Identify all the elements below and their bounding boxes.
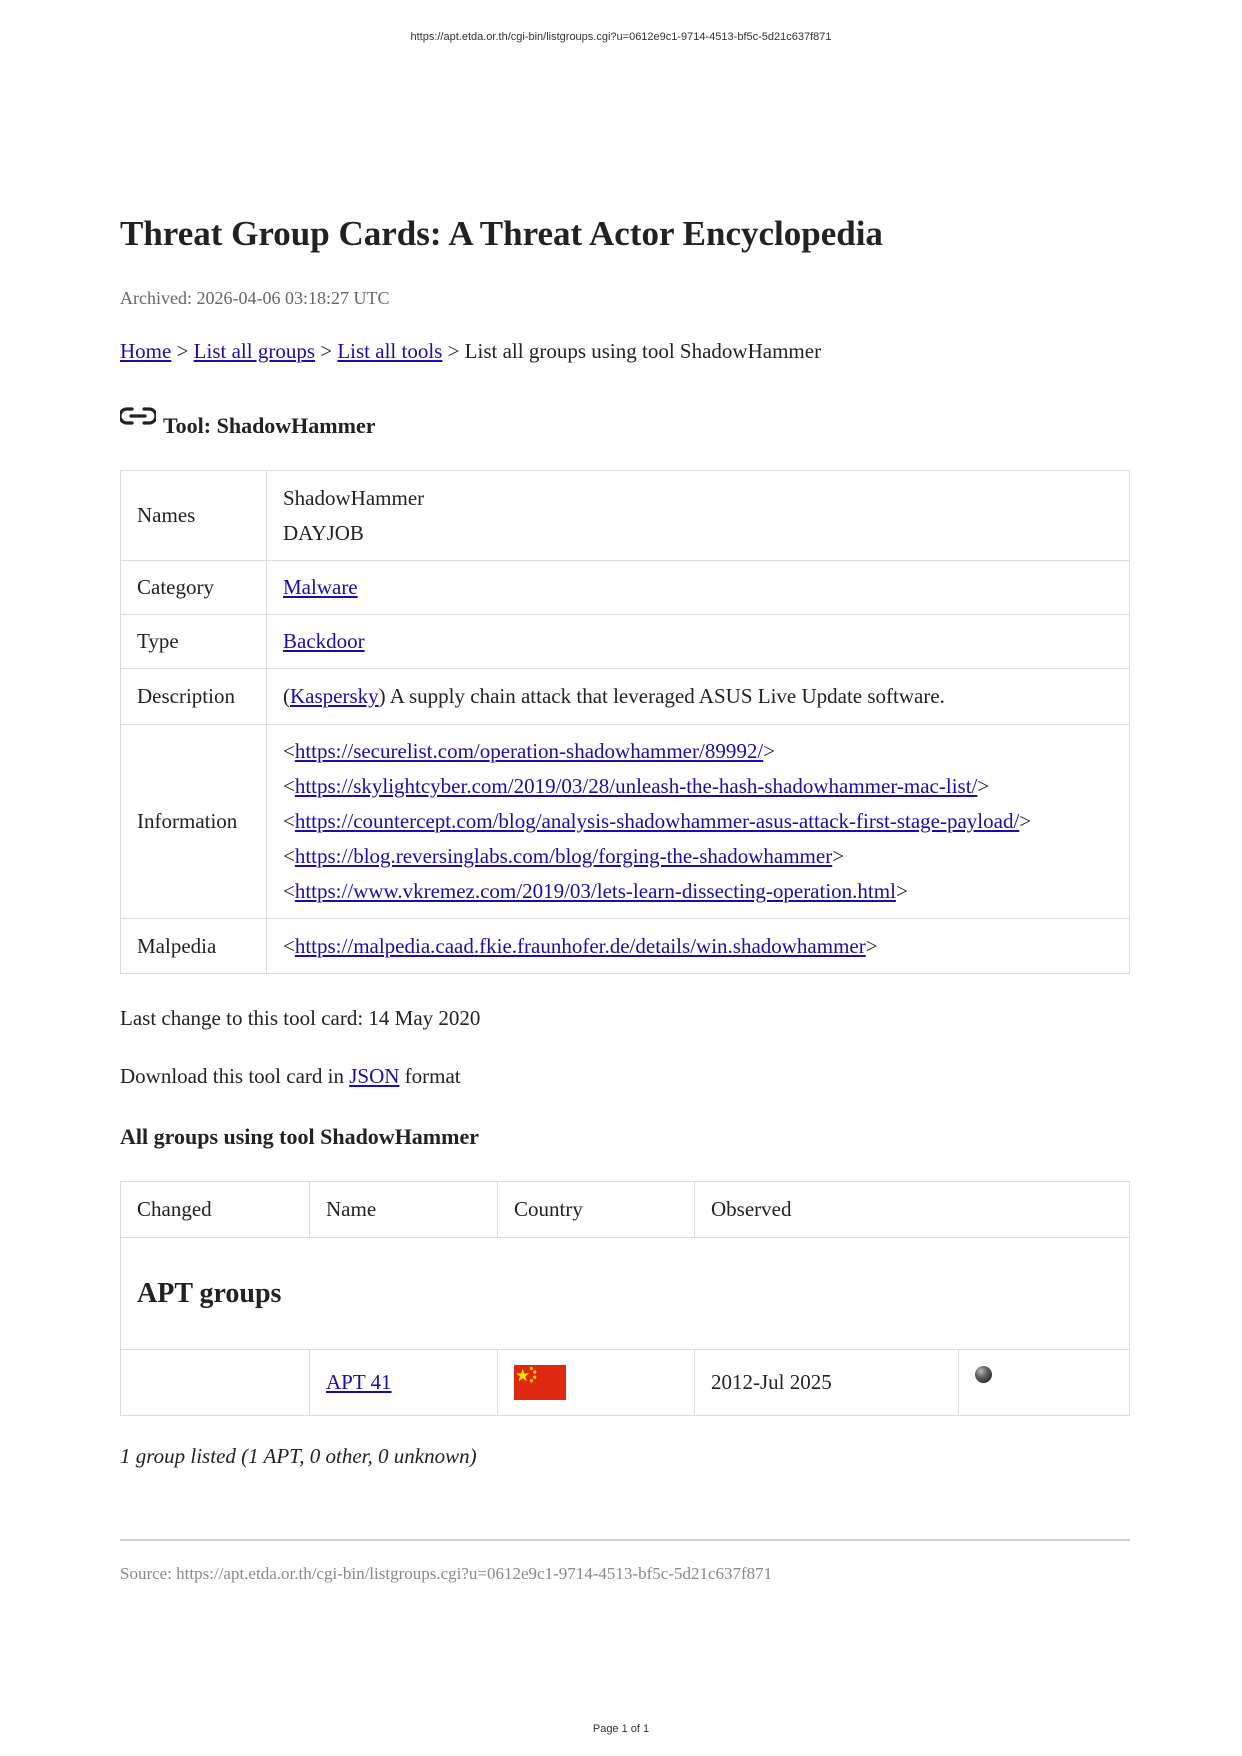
names-label: Names (121, 471, 267, 561)
groups-heading: All groups using tool ShadowHammer (120, 1124, 479, 1149)
bracket: > (763, 739, 776, 763)
table-row (121, 615, 1130, 669)
archived-date: Archived: 2026-04-06 03:18:27 UTC (120, 288, 390, 308)
breadcrumb-separator: > (171, 339, 194, 363)
column-header-name: Name (310, 1182, 498, 1238)
type-link[interactable]: Backdoor (283, 629, 365, 653)
divider (120, 1539, 1130, 1541)
china-flag-icon (514, 1365, 566, 1400)
bracket: < (283, 879, 295, 903)
black-circle-icon (975, 1366, 992, 1383)
bracket: > (865, 933, 878, 958)
apt-groups-section-title: APT groups (121, 1238, 1130, 1350)
bracket: < (283, 809, 295, 833)
bracket: < (283, 774, 295, 798)
tool-name: ShadowHammer (283, 485, 425, 510)
breadcrumb-home-link[interactable]: Home (120, 339, 172, 363)
info-link-line (283, 839, 1113, 874)
names-value (267, 471, 1130, 561)
type-value (267, 615, 1130, 669)
table-row (121, 1350, 1130, 1416)
table-row (121, 669, 1130, 725)
description-paren: ( (283, 684, 290, 708)
info-link-line (283, 734, 1113, 769)
page-footer: Page 1 of 1 (592, 1723, 650, 1735)
description-value (267, 669, 1130, 725)
groups-summary: 1 group listed (1 APT, 0 other, 0 unknown) (120, 1444, 477, 1468)
bracket: < (283, 739, 295, 763)
info-link[interactable]: https://www.vkremez.com/2019/03/lets-learn-dissecting-operation.html (294, 879, 896, 903)
table-header-row (121, 1182, 1130, 1238)
breadcrumb-list-tools-link[interactable]: List all tools (337, 339, 443, 363)
breadcrumb-list-groups-link[interactable]: List all groups (193, 339, 315, 363)
changed-cell (121, 1350, 310, 1416)
malpedia-link[interactable]: https://malpedia.caad.fkie.fraunhofer.de/details/win.shadowhammer (294, 933, 866, 958)
info-link-line (283, 769, 1113, 804)
tool-name: DAYJOB (283, 520, 364, 545)
status-cell (959, 1350, 1130, 1416)
country-cell (498, 1350, 695, 1416)
bracket: < (283, 844, 295, 868)
column-header-observed: Observed (695, 1182, 1130, 1238)
bracket: > (1019, 809, 1032, 833)
table-row (121, 725, 1130, 919)
group-link-apt41[interactable]: APT 41 (326, 1370, 392, 1394)
malpedia-value (267, 919, 1130, 974)
info-link[interactable]: https://blog.reversinglabs.com/blog/forging-the-shadowhammer (294, 844, 833, 868)
bracket: > (832, 844, 845, 868)
info-link[interactable]: https://countercept.com/blog/analysis-shadowhammer-asus-attack-first-stage-payload/ (294, 809, 1020, 833)
download-prefix: Download this tool card in (120, 1064, 350, 1088)
breadcrumb-current: > List all groups using tool ShadowHammer (442, 339, 822, 363)
last-change-text: Last change to this tool card: 14 May 2020 (120, 1006, 481, 1030)
information-value (267, 725, 1130, 919)
breadcrumb (120, 339, 821, 364)
category-label: Category (121, 561, 267, 615)
info-link-line (283, 804, 1113, 839)
download-line (120, 1064, 461, 1089)
malpedia-label: Malpedia (121, 919, 267, 974)
bracket: > (895, 879, 908, 903)
table-row (121, 561, 1130, 615)
tool-info-table (120, 470, 1130, 974)
info-link[interactable]: https://securelist.com/operation-shadowhammer/89992/ (294, 739, 764, 763)
page-url-header: https://apt.etda.or.th/cgi-bin/listgroups.cgi?u=0612e9c1-9714-4513-bf5c-5d21c637f871 (410, 31, 832, 43)
information-label: Information (121, 725, 267, 919)
tool-heading-text: Tool: ShadowHammer (163, 413, 376, 438)
type-label: Type (121, 615, 267, 669)
link-icon (120, 404, 156, 428)
description-source-link[interactable]: Kaspersky (290, 684, 379, 708)
groups-table (120, 1181, 1130, 1416)
description-text: ) A supply chain attack that leveraged ASUS Live Update software. (378, 684, 945, 708)
table-section-row (121, 1238, 1130, 1350)
description-label: Description (121, 669, 267, 725)
info-link-line (283, 874, 1113, 909)
category-value (267, 561, 1130, 615)
json-download-link[interactable]: JSON (349, 1064, 400, 1088)
category-link[interactable]: Malware (283, 575, 358, 599)
source-line: Source: https://apt.etda.or.th/cgi-bin/listgroups.cgi?u=0612e9c1-9714-4513-bf5c-5d21c637f871 (120, 1564, 773, 1583)
name-cell (310, 1350, 498, 1416)
table-row (121, 919, 1130, 974)
download-suffix: format (399, 1064, 461, 1088)
column-header-changed: Changed (121, 1182, 310, 1238)
page-title: Threat Group Cards: A Threat Actor Encyclopedia (120, 214, 883, 253)
observed-cell: 2012-Jul 2025 (695, 1350, 959, 1416)
column-header-country: Country (498, 1182, 695, 1238)
info-link[interactable]: https://skylightcyber.com/2019/03/28/unleash-the-hash-shadowhammer-mac-list/ (294, 774, 978, 798)
breadcrumb-separator: > (315, 339, 338, 363)
table-row (121, 471, 1130, 561)
bracket: < (283, 933, 295, 958)
bracket: > (977, 774, 990, 798)
